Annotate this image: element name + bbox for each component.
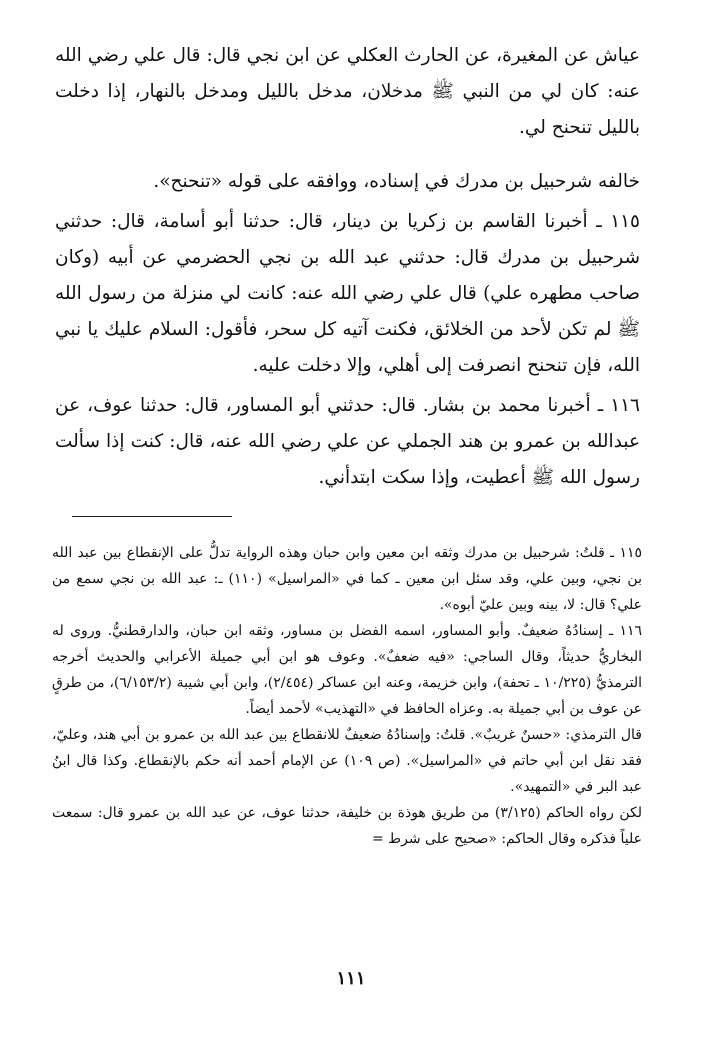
footnote-116-continued-2: لكن رواه الحاكم (٣/١٢٥) من طريق هوذة بن خليفة، حدثنا عوف، عن عبد الله بن عمرو قال: سمعت علياً فذكره وقال الحاكم: «صحيح على شرط = — [52, 805, 643, 847]
paragraph-note-khalafahu: خالفه شرحبيل بن مدرك في إسناده، ووافقه على قوله «تنحنح». — [153, 171, 640, 192]
footnotes — [52, 540, 642, 852]
main-text — [55, 38, 640, 496]
footnote-116-continued: قال الترمذي: «حسنٌ غريبٌ». قلتُ: وإسنادُهُ ضعيفٌ للانقطاع بين عبد الله بن عمرو بن أبي هند، وعليّ، فقد نقل ابن أبي حاتم في «المراسيل». (ص ١٠٩) عن الإمام أحمد أنه حكم بالإنقطاع. وكذا قال ابنُ عبد البر في «التمهيد». — [52, 727, 642, 795]
footnote-115: ١١٥ ـ قلتُ: شرحبيل بن مدرك وثقه ابن معين وابن حبان وهذه الرواية تدلُّ على الإنقطاع بين عبد الله بن نجي، وبين علي، وقد سئل ابن معين ـ كما في «المراسيل» (١١٠) ـ: عبد الله بن نجي سمع من علي؟ قال: لا، بينه وبين عليّ أبوه». — [52, 545, 642, 613]
footnote-divider — [72, 516, 232, 517]
hadith-116: ١١٦ ـ أخبرنا محمد بن بشار. قال: حدثني أبو المساور، قال: حدثنا عوف، عن عبدالله بن عمرو بن هند الجملي عن علي رضي الله عنه، قال: كنت إذا سألت رسول الله ﷺ أعطيت، وإذا سكت ابتدأني. — [55, 395, 640, 488]
paragraph-continuation: عياش عن المغيرة، عن الحارث العكلي عن ابن نجي قال: قال علي رضي الله عنه: كان لي من النبي ﷺ مدخلان، مدخل بالليل ومدخل بالنهار، إذا دخلت بالليل تنحنح لي. — [55, 45, 640, 138]
footnote-116: ١١٦ ـ إسنادُهُ ضعيفٌ. وأبو المساور، اسمه الفضل بن مساور، وثقه ابن حبان، والدارقطنيُّ. وروى له البخاريُّ حديثاً، وقال الساجي: «فيه ضعفٌ». وعوف هو ابن أبي جميلة الأعرابي والحديث أخرجه الترمذيُّ (١٠/٢٢٥ ـ تحفة)، وابن خزيمة، وعنه ابن عساكر (٢/٤٥٤)، وابن أبي شيبة (٦/١٥٣/٢)، من طرقٍ عن عوف بن أبي جميلة به. وعزاه الحافظ في «التهذيب» لأحمد أيضاً. — [52, 623, 642, 717]
hadith-115: ١١٥ ـ أخبرنا القاسم بن زكريا بن دينار، قال: حدثنا أبو أسامة، قال: حدثني شرحبيل بن مدرك قال: حدثني عبد الله بن نجي الحضرمي عن أبيه (وكان صاحب مطهره علي) قال علي رضي الله عنه: كانت لي منزلة من رسول الله ﷺ لم تكن لأحد من الخلائق، فكنت آتيه كل سحر، فأقول: السلام عليك يا نبي الله، فإن تنحنح انصرفت إلى أهلي، وإلا دخلت عليه. — [55, 211, 640, 376]
page-number: ١١١ — [336, 968, 366, 989]
